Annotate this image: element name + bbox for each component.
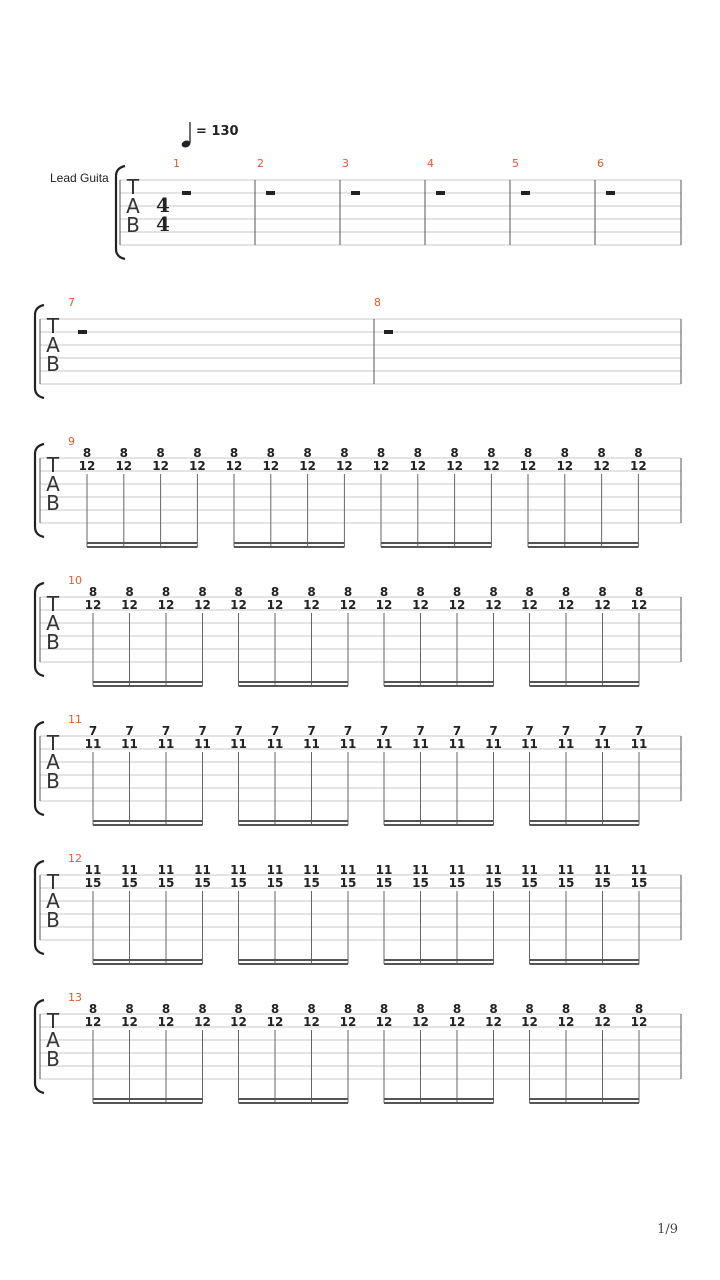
fret-number: 11 <box>375 737 393 751</box>
fret-number: 11 <box>194 863 211 877</box>
whole-rest <box>606 191 615 195</box>
fret-number: 7 <box>88 724 98 738</box>
fret-number: 8 <box>193 446 202 460</box>
fret-number: 12 <box>225 459 243 473</box>
measure-number: 9 <box>68 435 75 448</box>
fret-number: 12 <box>448 1015 466 1029</box>
fret-number: 7 <box>489 724 498 738</box>
fret-number: 11 <box>121 863 138 877</box>
whole-rest <box>384 330 393 334</box>
measure-number: 4 <box>427 157 434 170</box>
fret-number: 8 <box>452 1002 462 1016</box>
fret-number: 12 <box>115 459 133 473</box>
fret-number: 8 <box>560 446 569 460</box>
fret-number: 11 <box>194 737 211 751</box>
instrument-label: Lead Guita <box>50 171 109 185</box>
fret-number: 8 <box>525 1002 534 1016</box>
whole-rest <box>182 191 191 195</box>
fret-number: 8 <box>452 585 462 599</box>
tab-clef-letter: B <box>46 352 60 376</box>
fret-number: 8 <box>270 1002 280 1016</box>
fret-number: 15 <box>448 876 466 890</box>
fret-number: 11 <box>375 863 393 877</box>
fret-number: 11 <box>485 737 502 751</box>
fret-number: 15 <box>339 876 357 890</box>
fret-number: 8 <box>489 585 498 599</box>
page-number: 1/9 <box>657 1222 678 1237</box>
measure-number: 13 <box>68 991 82 1004</box>
fret-number: 12 <box>303 1015 320 1029</box>
fret-number: 11 <box>84 737 102 751</box>
staff-system <box>35 296 681 398</box>
fret-number: 7 <box>525 724 534 738</box>
fret-number: 12 <box>299 459 316 473</box>
staff-system <box>35 852 681 964</box>
fret-number: 12 <box>262 459 280 473</box>
fret-number: 7 <box>343 724 353 738</box>
fret-number: 12 <box>630 459 647 473</box>
fret-number: 12 <box>556 459 574 473</box>
fret-number: 12 <box>266 1015 284 1029</box>
fret-number: 8 <box>88 585 98 599</box>
staff-system <box>116 157 681 259</box>
fret-number: 12 <box>194 598 211 612</box>
fret-number: 15 <box>630 876 648 890</box>
fret-number: 12 <box>84 1015 102 1029</box>
fret-number: 12 <box>521 1015 538 1029</box>
fret-number: 12 <box>152 459 169 473</box>
fret-number: 12 <box>121 598 138 612</box>
fret-number: 7 <box>270 724 280 738</box>
fret-number: 8 <box>270 585 280 599</box>
fret-number: 15 <box>266 876 284 890</box>
fret-number: 12 <box>157 1015 175 1029</box>
fret-number: 12 <box>157 598 175 612</box>
fret-number: 11 <box>266 737 284 751</box>
fret-number: 8 <box>487 446 496 460</box>
fret-number: 12 <box>230 598 247 612</box>
fret-number: 7 <box>416 724 425 738</box>
fret-number: 11 <box>303 737 320 751</box>
fret-number: 11 <box>84 863 102 877</box>
measure-number: 2 <box>257 157 264 170</box>
fret-number: 12 <box>375 1015 393 1029</box>
fret-number: 8 <box>523 446 533 460</box>
fret-number: 12 <box>339 1015 357 1029</box>
fret-number: 8 <box>413 446 422 460</box>
fret-number: 12 <box>372 459 390 473</box>
fret-number: 12 <box>593 459 610 473</box>
measure-number: 10 <box>68 574 82 587</box>
tab-clef-letter: T <box>126 175 140 199</box>
tab-clef-letter: T <box>46 731 60 755</box>
fret-number: 11 <box>557 737 575 751</box>
tab-clef-letter: B <box>46 1047 60 1071</box>
fret-number: 8 <box>525 585 534 599</box>
measure-number: 1 <box>173 157 180 170</box>
fret-number: 8 <box>634 1002 644 1016</box>
fret-number: 15 <box>194 876 211 890</box>
fret-number: 12 <box>557 598 575 612</box>
fret-number: 8 <box>450 446 459 460</box>
fret-number: 12 <box>557 1015 575 1029</box>
fret-number: 7 <box>598 724 607 738</box>
fret-number: 8 <box>234 1002 243 1016</box>
tab-clef-letter: A <box>126 194 140 218</box>
fret-number: 7 <box>307 724 316 738</box>
fret-number: 8 <box>343 585 353 599</box>
fret-number: 12 <box>78 459 96 473</box>
fret-number: 15 <box>375 876 393 890</box>
measure-number: 6 <box>597 157 604 170</box>
fret-number: 8 <box>598 1002 607 1016</box>
fret-number: 12 <box>189 459 206 473</box>
fret-number: 11 <box>230 737 247 751</box>
fret-number: 12 <box>84 598 102 612</box>
fret-number: 12 <box>485 1015 502 1029</box>
fret-number: 8 <box>198 1002 207 1016</box>
fret-number: 12 <box>594 598 611 612</box>
fret-number: 15 <box>412 876 429 890</box>
fret-number: 11 <box>412 737 429 751</box>
tempo-value: = 130 <box>196 124 239 139</box>
fret-number: 15 <box>303 876 320 890</box>
fret-number: 15 <box>521 876 538 890</box>
fret-number: 15 <box>157 876 175 890</box>
fret-number: 11 <box>630 737 648 751</box>
fret-number: 11 <box>594 737 611 751</box>
fret-number: 11 <box>157 863 175 877</box>
fret-number: 8 <box>198 585 207 599</box>
measure-number: 5 <box>512 157 519 170</box>
fret-number: 11 <box>412 863 429 877</box>
fret-number: 8 <box>161 1002 171 1016</box>
fret-number: 11 <box>557 863 575 877</box>
fret-number: 12 <box>339 598 357 612</box>
fret-number: 12 <box>266 598 284 612</box>
fret-number: 8 <box>307 585 316 599</box>
tab-clef-letter: T <box>46 453 60 477</box>
fret-number: 12 <box>336 459 353 473</box>
whole-rest <box>78 330 87 334</box>
fret-number: 11 <box>266 863 284 877</box>
fret-number: 12 <box>521 598 538 612</box>
fret-number: 12 <box>485 598 502 612</box>
fret-number: 7 <box>161 724 171 738</box>
tab-clef-letter: A <box>46 889 60 913</box>
fret-number: 12 <box>594 1015 611 1029</box>
staff-system <box>35 713 681 825</box>
fret-number: 8 <box>416 585 425 599</box>
whole-rest <box>436 191 445 195</box>
fret-number: 15 <box>230 876 247 890</box>
fret-number: 11 <box>303 863 320 877</box>
staff-system <box>35 435 681 547</box>
tab-clef-letter: A <box>46 333 60 357</box>
fret-number: 12 <box>303 598 320 612</box>
measure-number: 8 <box>374 296 381 309</box>
tab-clef-letter: B <box>46 769 60 793</box>
fret-number: 12 <box>375 598 393 612</box>
fret-number: 8 <box>82 446 92 460</box>
fret-number: 12 <box>409 459 427 473</box>
fret-number: 7 <box>634 724 644 738</box>
tab-clef-letter: T <box>46 592 60 616</box>
tab-clef-letter: T <box>46 1009 60 1033</box>
tab-clef-letter: B <box>46 491 60 515</box>
fret-number: 8 <box>161 585 171 599</box>
fret-number: 12 <box>519 459 537 473</box>
fret-number: 8 <box>234 585 243 599</box>
fret-number: 11 <box>448 863 466 877</box>
fret-number: 7 <box>561 724 571 738</box>
fret-number: 12 <box>230 1015 247 1029</box>
tempo-marking <box>181 122 239 149</box>
time-signature-bottom: 4 <box>156 212 170 236</box>
fret-number: 12 <box>630 1015 648 1029</box>
fret-number: 8 <box>343 1002 353 1016</box>
fret-number: 11 <box>121 737 138 751</box>
fret-number: 8 <box>125 1002 134 1016</box>
fret-number: 8 <box>598 585 607 599</box>
tab-clef-letter: B <box>46 630 60 654</box>
fret-number: 15 <box>84 876 102 890</box>
fret-number: 8 <box>88 1002 98 1016</box>
fret-number: 8 <box>597 446 606 460</box>
fret-number: 8 <box>379 1002 389 1016</box>
fret-number: 8 <box>561 1002 571 1016</box>
whole-rest <box>521 191 530 195</box>
tab-clef-letter: T <box>46 314 60 338</box>
fret-number: 8 <box>125 585 134 599</box>
fret-number: 11 <box>485 863 502 877</box>
fret-number: 15 <box>557 876 575 890</box>
tab-clef-letter: A <box>46 472 60 496</box>
fret-number: 8 <box>634 585 644 599</box>
fret-number: 8 <box>303 446 312 460</box>
fret-number: 7 <box>125 724 134 738</box>
fret-number: 8 <box>229 446 239 460</box>
fret-number: 12 <box>412 1015 429 1029</box>
fret-number: 11 <box>521 737 538 751</box>
fret-number: 8 <box>634 446 643 460</box>
fret-number: 8 <box>340 446 349 460</box>
fret-number: 12 <box>448 598 466 612</box>
fret-number: 11 <box>594 863 611 877</box>
fret-number: 7 <box>198 724 207 738</box>
time-signature-top: 4 <box>156 193 170 217</box>
staff-systems <box>35 157 681 1103</box>
fret-number: 12 <box>194 1015 211 1029</box>
fret-number: 11 <box>157 737 175 751</box>
tab-clef-letter: B <box>46 908 60 932</box>
measure-number: 3 <box>342 157 349 170</box>
fret-number: 11 <box>448 737 466 751</box>
fret-number: 12 <box>483 459 500 473</box>
fret-number: 8 <box>307 1002 316 1016</box>
fret-number: 8 <box>266 446 275 460</box>
fret-number: 8 <box>376 446 386 460</box>
fret-number: 8 <box>119 446 128 460</box>
fret-number: 7 <box>452 724 462 738</box>
fret-number: 15 <box>485 876 502 890</box>
fret-number: 15 <box>594 876 611 890</box>
fret-number: 8 <box>416 1002 425 1016</box>
fret-number: 11 <box>230 863 247 877</box>
fret-number: 15 <box>121 876 138 890</box>
fret-number: 12 <box>412 598 429 612</box>
whole-rest <box>351 191 360 195</box>
fret-number: 11 <box>339 737 357 751</box>
tab-clef-letter: A <box>46 750 60 774</box>
staff-system <box>35 574 681 686</box>
tab-clef-letter: A <box>46 611 60 635</box>
staff-system <box>35 991 681 1103</box>
fret-number: 11 <box>339 863 357 877</box>
fret-number: 11 <box>630 863 648 877</box>
fret-number: 8 <box>156 446 165 460</box>
measure-number: 7 <box>68 296 75 309</box>
fret-number: 12 <box>630 598 648 612</box>
measure-number: 12 <box>68 852 82 865</box>
fret-number: 8 <box>561 585 571 599</box>
fret-number: 8 <box>489 1002 498 1016</box>
tab-clef-letter: B <box>126 213 140 237</box>
tab-clef-letter: T <box>46 870 60 894</box>
fret-number: 7 <box>234 724 243 738</box>
fret-number: 12 <box>121 1015 138 1029</box>
fret-number: 11 <box>521 863 538 877</box>
tab-clef-letter: A <box>46 1028 60 1052</box>
whole-rest <box>266 191 275 195</box>
fret-number: 8 <box>379 585 389 599</box>
fret-number: 12 <box>446 459 463 473</box>
fret-number: 7 <box>379 724 389 738</box>
measure-number: 11 <box>68 713 82 726</box>
